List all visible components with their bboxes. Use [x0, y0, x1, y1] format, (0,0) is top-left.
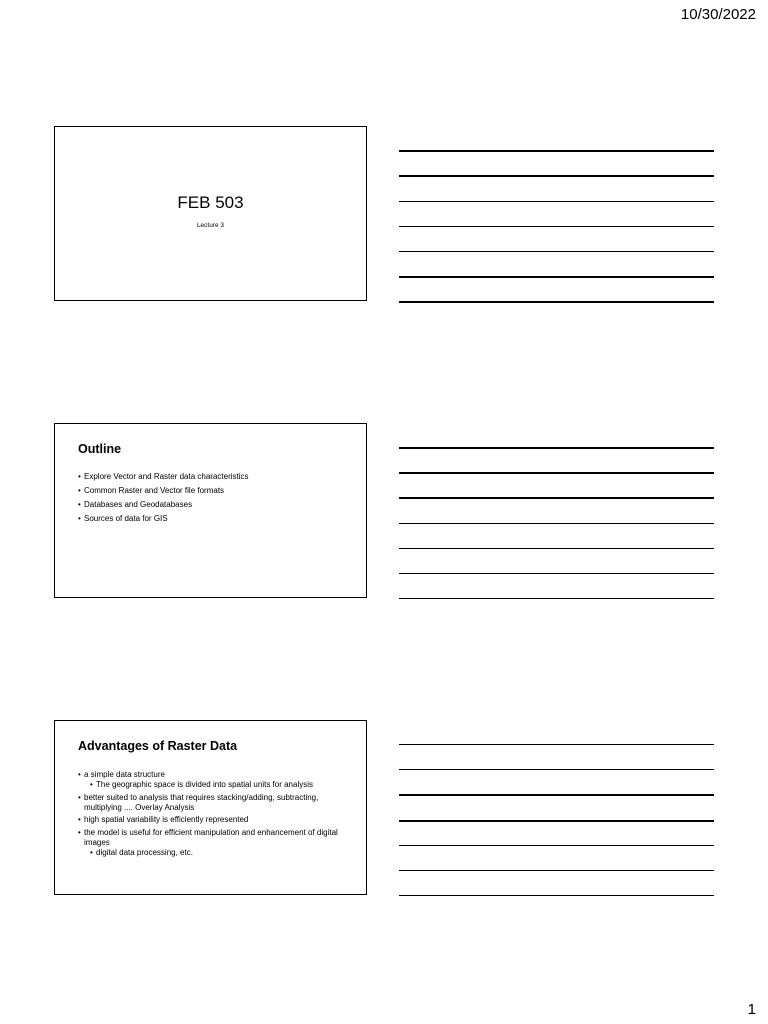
slide-body — [78, 770, 352, 860]
note-line — [399, 472, 714, 474]
note-line — [399, 573, 714, 574]
note-line — [399, 820, 714, 822]
note-line — [399, 301, 714, 303]
note-line — [399, 226, 714, 227]
note-line — [399, 845, 714, 846]
bullet-item: • Explore Vector and Raster data characteristics — [78, 470, 352, 484]
note-line — [399, 201, 714, 202]
bullet-item: • Sources of data for GIS — [78, 512, 352, 526]
note-line — [399, 150, 714, 152]
slide-title: Advantages of Raster Data — [78, 739, 238, 753]
bullet-item: • better suited to analysis that requires stacking/adding, subtracting, multiplying .... Overlay Analysis — [78, 793, 352, 813]
note-line — [399, 769, 714, 770]
slide-title: FEB 503 — [177, 193, 244, 212]
note-line — [399, 895, 714, 896]
note-line — [399, 870, 714, 871]
bullet-item: • a simple data structure — [78, 770, 352, 780]
bullet-item: • Common Raster and Vector file formats — [78, 484, 352, 498]
note-line — [399, 744, 714, 745]
page-number: 1 — [747, 1001, 756, 1018]
bullet-item: • the model is useful for efficient manipulation and enhancement of digital images — [78, 828, 352, 848]
bullet-item: • Databases and Geodatabases — [78, 498, 352, 512]
note-line — [399, 794, 714, 796]
note-line — [399, 523, 714, 524]
slide-title: Outline — [78, 442, 122, 456]
note-line — [399, 598, 714, 599]
print-date: 10/30/2022 — [680, 6, 756, 23]
bullet-subitem: • digital data processing, etc. — [90, 848, 352, 858]
note-line — [399, 548, 714, 549]
bullet-subitem: • The geographic space is divided into spatial units for analysis — [90, 780, 352, 790]
note-line — [399, 175, 714, 177]
slide-thumbnail-2 — [54, 423, 367, 598]
note-line — [399, 251, 714, 252]
slide-body — [78, 470, 352, 526]
slide-subtitle: Lecture 3 — [196, 222, 225, 229]
note-line — [399, 276, 714, 278]
note-line — [399, 497, 714, 499]
bullet-item: • high spatial variability is efficiently represented — [78, 815, 352, 825]
slide-thumbnail-1 — [54, 126, 367, 301]
slide-thumbnail-3 — [54, 720, 367, 895]
note-line — [399, 447, 714, 449]
